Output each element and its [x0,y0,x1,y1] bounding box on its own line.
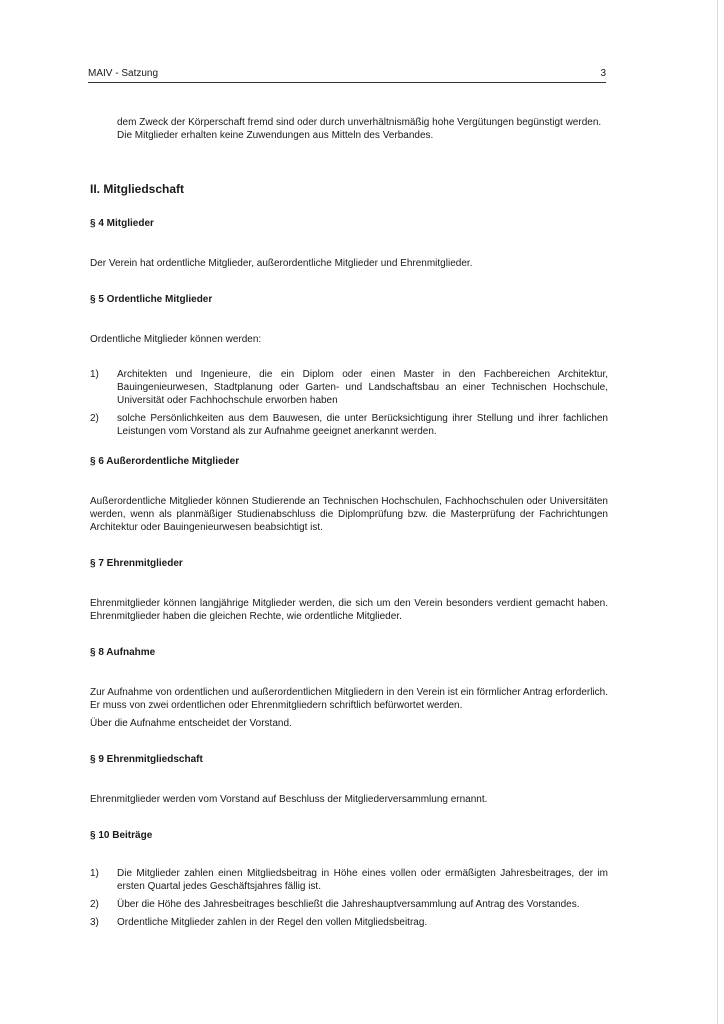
list-item-text: Ordentliche Mitglieder zahlen in der Regel den vollen Mitgliedsbeitrag. [117,917,428,928]
list-item [90,412,608,438]
section-9-heading: § 9 Ehrenmitgliedschaft [90,754,203,765]
list-item-number: 2) [90,899,99,910]
list-item-text: Über die Höhe des Jahresbeitrages beschließt die Jahreshauptversammlung auf Antrag des Vorstandes. [117,899,580,910]
section-9-text: Ehrenmitglieder werden vom Vorstand auf Beschluss der Mitgliederversammlung ernannt. [90,794,488,805]
list-item [90,916,608,929]
list-item [90,867,608,893]
section-6-text: Außerordentliche Mitglieder können Studierende an Technischen Hochschulen, Fachhochschulen oder Universitäten werden, wenn als planmäßiger Studienabschluss die Diplomprüfung bzw. die Masterprüfung der Fachrichtungen Architektur oder Bauingenieurwesen beabsichtigt ist. [90,496,608,533]
section-7-heading: § 7 Ehrenmitglieder [90,558,183,569]
list-item-number: 2) [90,413,99,424]
chapter-heading: II. Mitgliedschaft [90,182,185,196]
page-number: 3 [600,68,606,79]
section-5-text: Ordentliche Mitglieder können werden: [90,334,262,345]
page-header [88,66,606,83]
section-4-heading: § 4 Mitglieder [90,218,154,229]
section-5-heading: § 5 Ordentliche Mitglieder [90,294,213,305]
section-6-heading: § 6 Außerordentliche Mitglieder [90,456,240,467]
list-item-number: 3) [90,917,99,928]
section-8-text-2: Über die Aufnahme entscheidet der Vorstand. [90,718,292,729]
list-item [90,898,608,911]
list-item [90,368,608,407]
list-item-number: 1) [90,868,99,879]
section-10-heading: § 10 Beiträge [90,830,153,841]
section-8-text-1: Zur Aufnahme von ordentlichen und außerordentlichen Mitgliedern in den Verein ist ein förmlicher Antrag erforderlich. Er muss von zwei ordentlichen oder Ehrenmitgliedern schriftlich befürwortet werden. [90,687,608,711]
list-item-number: 1) [90,369,99,380]
section-10-list [90,867,608,929]
section-7-text: Ehrenmitglieder können langjährige Mitglieder werden, die sich um den Verein besonders verdient gemacht haben. Ehrenmitglieder haben die gleichen Rechte, wie ordentliche Mitglieder. [90,598,608,622]
list-item-text: Die Mitglieder zahlen einen Mitgliedsbeitrag in Höhe eines vollen oder ermäßigten Jahresbeitrages, der im ersten Quartal jedes Geschäftsjahres fällig ist. [117,868,608,892]
document-body [90,116,608,934]
header-title: MAIV - Satzung [88,68,159,79]
intro-line-2: Die Mitglieder erhalten keine Zuwendungen aus Mitteln des Verbandes. [117,130,434,141]
page-edge-line [717,0,718,1024]
list-item-text: solche Persönlichkeiten aus dem Bauwesen, die unter Berücksichtigung ihrer Stellung und ihrer fachlichen Leistungen vom Vorstand als zur Aufnahme geeignet anerkannt werden. [117,413,608,437]
section-4-text: Der Verein hat ordentliche Mitglieder, außerordentliche Mitglieder und Ehrenmitglieder. [90,258,473,269]
list-item-text: Architekten und Ingenieure, die ein Diplom oder einen Master in den Fachbereichen Architektur, Bauingenieurwesen, Stadtplanung oder Garten- und Landschaftsbau an einer Technischen Hochschule, Universität oder Fachhochschule erworben haben [117,369,608,406]
intro-line-1: dem Zweck der Körperschaft fremd sind oder durch unverhältnismäßig hohe Vergütungen begünstigt werden. [117,117,602,128]
section-8-heading: § 8 Aufnahme [90,647,156,658]
section-5-list [90,368,608,438]
